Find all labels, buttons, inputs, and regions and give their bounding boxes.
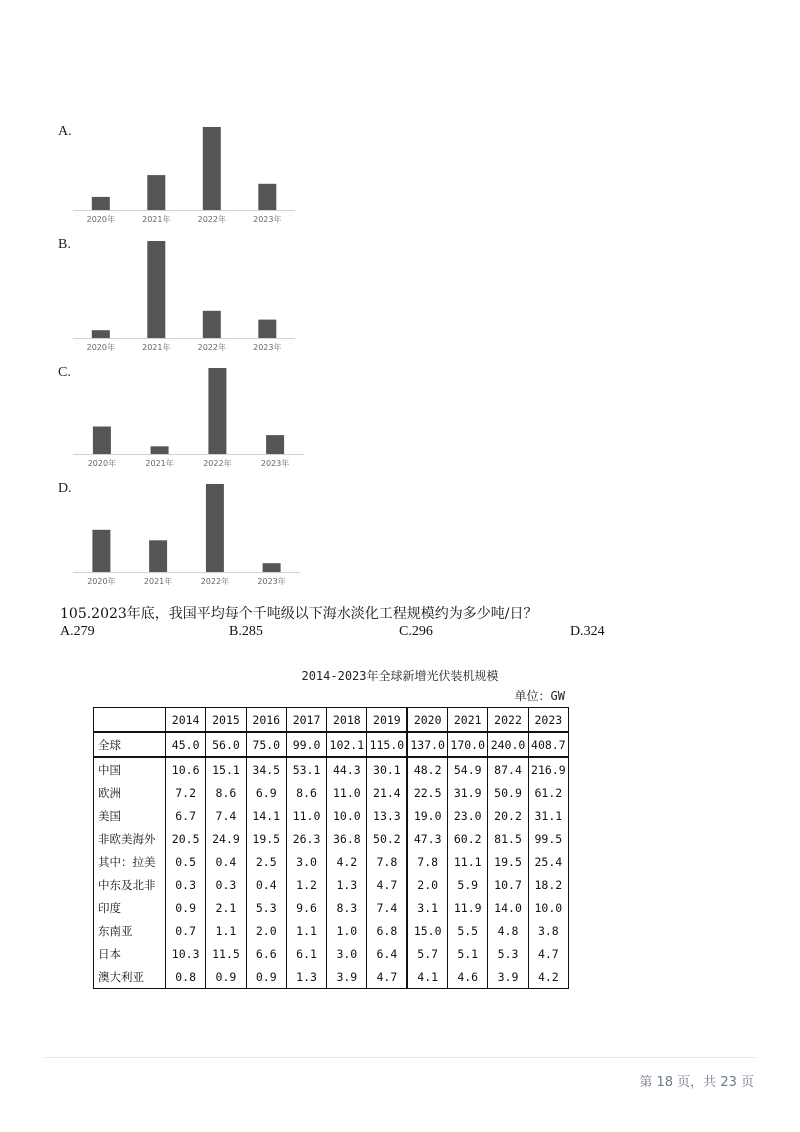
table-row xyxy=(94,965,569,989)
table-cell: 3.1 xyxy=(407,896,447,919)
choice-a[interactable]: A.279 xyxy=(60,624,95,639)
table-cell: 87.4 xyxy=(488,757,528,781)
table-cell: 3.9 xyxy=(327,965,367,989)
pv-table xyxy=(93,707,569,989)
tick-label-d-2: 2021年 xyxy=(143,577,173,586)
header-year: 2021 xyxy=(448,708,488,733)
header-year: 2019 xyxy=(367,708,407,733)
table-cell: 8.3 xyxy=(327,896,367,919)
header-year: 2023 xyxy=(528,708,568,733)
row-name: 非欧美海外 xyxy=(94,827,166,850)
table-cell: 5.7 xyxy=(407,942,447,965)
table-cell: 50.2 xyxy=(367,827,407,850)
tick-label-a-3: 2022年 xyxy=(197,215,226,224)
table-cell: 1.1 xyxy=(286,919,326,942)
page-number: 第 18 页，共 23 页 xyxy=(639,1075,754,1090)
choice-c[interactable]: C.296 xyxy=(399,624,433,639)
tick-label-c-4: 2023年 xyxy=(260,459,290,468)
table-cell: 14.0 xyxy=(488,896,528,919)
table-cell: 75.0 xyxy=(246,732,286,757)
table-cell: 11.5 xyxy=(206,942,246,965)
table-header-row xyxy=(94,708,569,733)
table-cell: 22.5 xyxy=(407,781,447,804)
table-cell: 2.0 xyxy=(407,873,447,896)
tick-label-b-3: 2022年 xyxy=(197,343,226,352)
table-cell: 11.0 xyxy=(327,781,367,804)
table-cell: 3.0 xyxy=(327,942,367,965)
option-d-label: D. xyxy=(58,481,72,496)
table-cell: 20.5 xyxy=(166,827,206,850)
table-cell: 2.5 xyxy=(246,850,286,873)
table-cell: 11.9 xyxy=(448,896,488,919)
header-corner xyxy=(94,708,166,733)
table-row xyxy=(94,919,569,942)
table-cell: 4.7 xyxy=(528,942,568,965)
table-cell: 5.3 xyxy=(246,896,286,919)
header-year: 2017 xyxy=(286,708,326,733)
table-row xyxy=(94,942,569,965)
table-cell: 11.1 xyxy=(448,850,488,873)
table-cell: 10.7 xyxy=(488,873,528,896)
table-cell: 10.0 xyxy=(528,896,568,919)
table-cell: 4.8 xyxy=(488,919,528,942)
table-unit: 单位：GW xyxy=(514,689,565,703)
table-cell: 5.9 xyxy=(448,873,488,896)
table-cell: 99.0 xyxy=(286,732,326,757)
tick-label-a-2: 2021年 xyxy=(142,215,171,224)
table-cell: 48.2 xyxy=(407,757,447,781)
table-cell: 23.0 xyxy=(448,804,488,827)
table-row xyxy=(94,896,569,919)
table-cell: 2.1 xyxy=(206,896,246,919)
table-cell: 10.0 xyxy=(327,804,367,827)
row-name: 澳大利亚 xyxy=(94,965,166,989)
table-cell: 2.0 xyxy=(246,919,286,942)
table-cell: 6.9 xyxy=(246,781,286,804)
bar-d-2 xyxy=(149,540,167,572)
table-cell: 61.2 xyxy=(528,781,568,804)
option-b-label: B. xyxy=(58,237,71,252)
bar-d-4 xyxy=(263,563,281,572)
table-cell: 19.5 xyxy=(488,850,528,873)
question-text: 105.2023年底，我国平均每个千吨级以下海水淡化工程规模约为多少吨/日？ xyxy=(60,606,538,622)
table-cell: 170.0 xyxy=(448,732,488,757)
tick-label-c-3: 2022年 xyxy=(203,459,232,468)
table-cell: 36.8 xyxy=(327,827,367,850)
table-cell: 44.3 xyxy=(327,757,367,781)
table-cell: 7.4 xyxy=(206,804,246,827)
tick-label-a-4: 2023年 xyxy=(253,215,282,224)
tick-label-b-4: 2023年 xyxy=(253,343,282,352)
table-title: 2014-2023年全球新增光伏装机规模 xyxy=(301,669,499,683)
table-cell: 34.5 xyxy=(246,757,286,781)
table-cell: 99.5 xyxy=(528,827,568,850)
table-cell: 11.0 xyxy=(286,804,326,827)
table-cell: 0.3 xyxy=(166,873,206,896)
table-cell: 1.2 xyxy=(286,873,326,896)
table-cell: 137.0 xyxy=(407,732,447,757)
tick-label-b-1: 2020年 xyxy=(86,343,115,352)
bar-d-1 xyxy=(92,530,110,572)
table-cell: 408.7 xyxy=(528,732,568,757)
header-year: 2018 xyxy=(327,708,367,733)
table-cell: 20.2 xyxy=(488,804,528,827)
table-cell: 15.1 xyxy=(206,757,246,781)
table-cell: 15.0 xyxy=(407,919,447,942)
table-cell: 3.0 xyxy=(286,850,326,873)
table-cell: 1.0 xyxy=(327,919,367,942)
table-cell: 5.1 xyxy=(448,942,488,965)
table-cell: 102.1 xyxy=(327,732,367,757)
table-cell: 81.5 xyxy=(488,827,528,850)
table-cell: 4.7 xyxy=(367,873,407,896)
table-cell: 7.4 xyxy=(367,896,407,919)
header-year: 2014 xyxy=(166,708,206,733)
table-cell: 19.0 xyxy=(407,804,447,827)
table-cell: 18.2 xyxy=(528,873,568,896)
table-cell: 4.6 xyxy=(448,965,488,989)
header-year: 2022 xyxy=(488,708,528,733)
tick-label-a-1: 2020年 xyxy=(86,215,115,224)
table-cell: 240.0 xyxy=(488,732,528,757)
row-name: 美国 xyxy=(94,804,166,827)
table-cell: 7.2 xyxy=(166,781,206,804)
table-cell: 47.3 xyxy=(407,827,447,850)
row-name: 中东及北非 xyxy=(94,873,166,896)
table-cell: 31.9 xyxy=(448,781,488,804)
table-row xyxy=(94,804,569,827)
row-name: 全球 xyxy=(94,732,166,757)
table-cell: 7.8 xyxy=(367,850,407,873)
table-cell: 4.2 xyxy=(327,850,367,873)
row-name: 中国 xyxy=(94,757,166,781)
table-cell: 14.1 xyxy=(246,804,286,827)
footer-divider xyxy=(45,1057,755,1058)
table-cell: 0.8 xyxy=(166,965,206,989)
table-cell: 6.6 xyxy=(246,942,286,965)
choice-d[interactable]: D.324 xyxy=(570,624,605,639)
header-year: 2015 xyxy=(206,708,246,733)
table-row xyxy=(94,873,569,896)
table-cell: 21.4 xyxy=(367,781,407,804)
tick-label-c-2: 2021年 xyxy=(145,459,174,468)
header-year: 2020 xyxy=(407,708,447,733)
table-cell: 0.9 xyxy=(166,896,206,919)
table-cell: 8.6 xyxy=(206,781,246,804)
table-cell: 31.1 xyxy=(528,804,568,827)
table-cell: 5.5 xyxy=(448,919,488,942)
table-row xyxy=(94,827,569,850)
table-cell: 50.9 xyxy=(488,781,528,804)
table-cell: 45.0 xyxy=(166,732,206,757)
table-cell: 10.3 xyxy=(166,942,206,965)
table-cell: 54.9 xyxy=(448,757,488,781)
tick-label-d-1: 2020年 xyxy=(87,577,116,586)
table-cell: 25.4 xyxy=(528,850,568,873)
table-cell: 53.1 xyxy=(286,757,326,781)
table-cell: 0.5 xyxy=(166,850,206,873)
table-cell: 1.1 xyxy=(206,919,246,942)
table-cell: 24.9 xyxy=(206,827,246,850)
table-cell: 0.9 xyxy=(246,965,286,989)
table-cell: 19.5 xyxy=(246,827,286,850)
table-cell: 9.6 xyxy=(286,896,326,919)
table-row xyxy=(94,757,569,781)
row-name: 其中：拉美 xyxy=(94,850,166,873)
tick-label-d-3: 2022年 xyxy=(200,577,230,586)
table-cell: 1.3 xyxy=(327,873,367,896)
table-row xyxy=(94,781,569,804)
row-name: 日本 xyxy=(94,942,166,965)
table-cell: 30.1 xyxy=(367,757,407,781)
table-cell: 0.3 xyxy=(206,873,246,896)
table-cell: 0.7 xyxy=(166,919,206,942)
table-cell: 56.0 xyxy=(206,732,246,757)
table-cell: 1.3 xyxy=(286,965,326,989)
table-cell: 3.9 xyxy=(488,965,528,989)
table-cell: 0.4 xyxy=(206,850,246,873)
option-c-label: C. xyxy=(58,365,71,380)
table-cell: 216.9 xyxy=(528,757,568,781)
table-cell: 13.3 xyxy=(367,804,407,827)
table-cell: 6.8 xyxy=(367,919,407,942)
header-year: 2016 xyxy=(246,708,286,733)
table-cell: 6.7 xyxy=(166,804,206,827)
table-cell: 0.9 xyxy=(206,965,246,989)
row-name: 印度 xyxy=(94,896,166,919)
table-cell: 4.7 xyxy=(367,965,407,989)
option-a-label: A. xyxy=(58,124,72,139)
table-cell: 10.6 xyxy=(166,757,206,781)
table-cell: 60.2 xyxy=(448,827,488,850)
table-cell: 8.6 xyxy=(286,781,326,804)
row-name: 东南亚 xyxy=(94,919,166,942)
table-cell: 5.3 xyxy=(488,942,528,965)
tick-label-d-4: 2023年 xyxy=(257,577,286,586)
table-row xyxy=(94,850,569,873)
tick-label-c-1: 2020年 xyxy=(87,459,117,468)
table-cell: 4.2 xyxy=(528,965,568,989)
table-cell: 26.3 xyxy=(286,827,326,850)
table-row xyxy=(94,732,569,757)
tick-label-b-2: 2021年 xyxy=(142,343,171,352)
table-cell: 3.8 xyxy=(528,919,568,942)
table-cell: 4.1 xyxy=(407,965,447,989)
bar-d-3 xyxy=(206,484,224,572)
table-cell: 6.1 xyxy=(286,942,326,965)
row-name: 欧洲 xyxy=(94,781,166,804)
table-cell: 115.0 xyxy=(367,732,407,757)
choice-b[interactable]: B.285 xyxy=(229,624,263,639)
table-cell: 6.4 xyxy=(367,942,407,965)
table-cell: 7.8 xyxy=(407,850,447,873)
table-cell: 0.4 xyxy=(246,873,286,896)
